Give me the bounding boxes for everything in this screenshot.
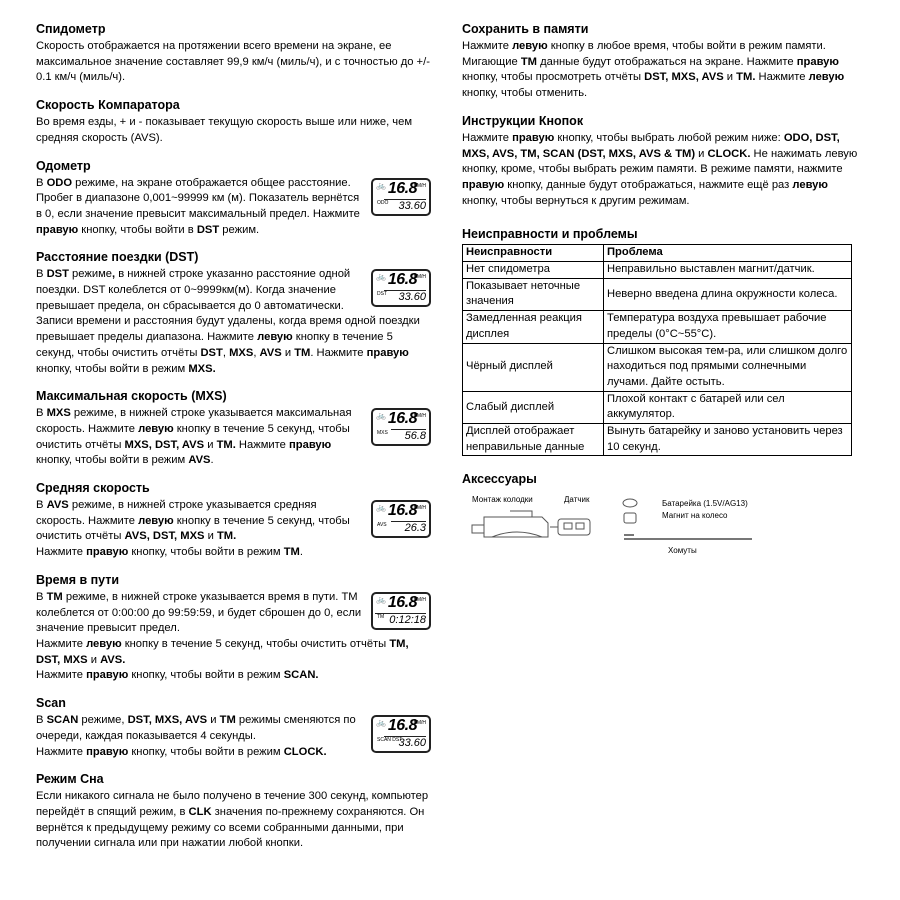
accessories-drawing (462, 489, 862, 569)
comparator-text: Во время езды, + и - показывает текущую скорость выше или ниже, чем средняя скорость (AVS). (36, 116, 413, 144)
section-dst (36, 250, 431, 377)
tm-title: Время в пути (36, 572, 120, 587)
section-accessories (462, 472, 862, 569)
table-row (463, 343, 852, 391)
lcd-speed: 16.8 (387, 593, 417, 611)
table-row (463, 391, 852, 423)
speedometer-title: Спидометр (36, 22, 106, 36)
lcd-speed: 16.8 (387, 179, 417, 197)
section-comparator (36, 98, 431, 146)
fault-cell: Нет спидометра (463, 262, 604, 279)
memory-text: Нажмите левую кнопку в любое время, чтобы войти в режим памяти. Мигающие TM данные будут отображаться на экране. Нажмите правую кнопку, чтобы просмотреть отчёты DST, MXS, AVS и TM. Нажмите левую кнопку, чтобы отменить. (462, 40, 845, 100)
lcd-speed: 16.8 (387, 717, 417, 735)
lcd-mode-label: ODO (377, 199, 389, 206)
table-row (463, 424, 852, 456)
bicycle-icon: 🚲 (376, 503, 386, 513)
battery-icon (623, 499, 637, 523)
buttons-title: Инструкции Кнопок (462, 113, 584, 128)
ties-label: Хомуты (668, 546, 697, 556)
dst-text: В DST режиме, в нижней строке указанно расстояние одной поездки. DST колеблется от 0~9999км(м). Когда значение превышает предела, он сбрасывается до 0 автоматически. Записи времени и расстояния будут удалены, когда время одной поездки превышает пределы диапазона. Нажмите левую кнопку в течение 5 секунд, чтобы очистить отчёты DST, MXS, AVS и TM. Нажмите правую кнопку, чтобы войти в режим MXS. (36, 268, 420, 375)
mxs-title: Максимальная скорость (MXS) (36, 389, 227, 404)
column-header: Проблема (604, 245, 852, 262)
dst-title: Расстояние поездки (DST) (36, 250, 199, 265)
odometer-text: В ODO режиме, на экране отображается общее расстояние. Пробег в диапазоне 0,001~99999 км (м). Показатель вернётся в 0, если значение превысит максимальный предел. Нажмите правую кнопку, чтобы войти в DST режим. (36, 176, 360, 236)
lcd-unit: KM/H (413, 720, 426, 727)
section-buttons (462, 114, 862, 210)
section-scan (36, 696, 431, 760)
right-column (462, 22, 862, 581)
bicycle-icon: 🚲 (376, 411, 386, 421)
problem-cell: Плохой контакт с батарей или сел аккумулятор. (604, 391, 852, 423)
left-column (36, 22, 431, 864)
avs-text: В AVS режиме, в нижней строке указывается средняя скорость. Нажмите левую кнопку в течение 5 секунд, чтобы очистить отчёты AVS, DST, MXS и TM. Нажмите правую кнопку, чтобы войти в режим TM. (36, 499, 350, 559)
problem-cell: Неправильно выставлен магнит/датчик. (604, 262, 852, 279)
lcd-unit: KM/H (413, 596, 426, 603)
section-mxs (36, 389, 431, 469)
mxs-text: В MXS режиме, в нижней строке указывается максимальная скорость. Нажмите левую кнопку в течение 5 секунд, чтобы очистить отчёты MXS, DST, AVS и TM. Нажмите правую кнопку, чтобы войти в режим AVS. (36, 407, 352, 467)
bicycle-icon: 🚲 (376, 594, 386, 604)
fault-cell: Замедленная реакция дисплея (463, 311, 604, 343)
section-speedometer (36, 22, 431, 86)
faults-table (462, 244, 852, 456)
sleep-text: Если никакого сигнала не было получено в течение 300 секунд, компьютер перейдёт в спящий режим, в CLK значения по-прежнему сохраняются. Он вернётся к предыдущему режиму со всеми собранными данными, при получении сигнала или при нажатии любой кнопки. (36, 790, 429, 850)
speedometer-text: Скорость отображается на протяжении всего времени на экране, ее максимальное значение составляет 99,9 км/ч (миль/ч), и с точностью до +/- 0.1 км/ч (миль/ч). (36, 40, 430, 84)
mount-label: Монтаж колодки (472, 495, 533, 505)
section-odometer (36, 159, 431, 239)
accessories-title: Аксессуары (462, 472, 537, 487)
avs-title: Средняя скорость (36, 481, 150, 496)
problem-cell: Неверно введена длина окружности колеса. (604, 278, 852, 310)
lcd-value: 56.8 (391, 429, 426, 442)
lcd-unit: KM/H (413, 274, 426, 281)
table-row (463, 311, 852, 343)
accessories-figure (462, 489, 862, 569)
lcd-speed: 16.8 (387, 271, 417, 289)
lcd-value: 26.3 (391, 521, 426, 534)
lcd-mode-label: TM (377, 613, 385, 620)
fault-cell: Показывает неточные значения (463, 278, 604, 310)
fault-cell: Чёрный дисплей (463, 343, 604, 391)
column-header: Неисправности (463, 245, 604, 262)
section-memory (462, 22, 862, 102)
lcd-mode-label: MXS (377, 430, 388, 437)
comparator-title: Скорость Компаратора (36, 98, 180, 113)
lcd-display-mxs (371, 408, 431, 446)
lcd-mode-label: SCAN DST (377, 737, 403, 744)
lcd-value: 0:12:18 (375, 613, 426, 626)
faults-title: Неисправности и проблемы (462, 227, 638, 242)
lcd-value: 33.60 (384, 199, 426, 212)
lcd-mode-label: AVS (377, 522, 387, 529)
lcd-speed: 16.8 (387, 502, 417, 520)
lcd-display-scan (371, 715, 431, 753)
sensor-icon (550, 519, 590, 535)
odometer-title: Одометр (36, 158, 91, 173)
section-tm (36, 573, 431, 684)
table-row (463, 278, 852, 310)
problem-cell: Вынуть батарейку и заново установить через 10 секунд. (604, 424, 852, 456)
mount-bracket-icon (472, 511, 548, 537)
lcd-unit: KM/H (413, 413, 426, 420)
table-header-row (463, 245, 852, 262)
sleep-title: Режим Сна (36, 772, 104, 787)
scan-title: Scan (36, 696, 66, 711)
lcd-display-odo (371, 178, 431, 216)
lcd-display-tm (371, 592, 431, 630)
fault-cell: Дисплей отображает неправильные данные (463, 424, 604, 456)
lcd-value: 33.60 (384, 736, 426, 749)
magnet-label: Магнит на колесо (662, 511, 728, 521)
table-row (463, 262, 852, 279)
section-faults (462, 227, 862, 456)
lcd-display-avs (371, 500, 431, 538)
battery-label: Батарейка (1.5V/AG13) (662, 499, 748, 509)
bicycle-icon: 🚲 (376, 180, 386, 190)
buttons-text: Нажмите правую кнопку, чтобы выбрать любой режим ниже: ODO, DST, MXS, AVS, TM, SCAN (DST, MXS, AVS & TM) и CLOCK. Не нажимать левую кнопку, кроме, чтобы выбрать режим памяти. В режиме памяти, нажмите правую кнопку, данные будут отображаться, нажмите ещё раз левую кнопку, чтобы вернуться к другим режимам. (462, 131, 858, 207)
tm-text: В TM режиме, в нижней строке указывается время в пути. TM колеблется от 0:00:00 до 99:59:59, и будет сброшен до 0, если значение превысит предел. Нажмите левую кнопку в течение 5 секунд, чтобы очистить отчёты TM, DST, MXS и AVS. Нажмите правую кнопку, чтобы войти в режим SCAN. (36, 590, 409, 682)
section-sleep (36, 772, 431, 852)
lcd-display-dst (371, 269, 431, 307)
problem-cell: Температура воздуха превышает рабочие пределы (0°C~55°C). (604, 311, 852, 343)
lcd-unit: KM/H (413, 505, 426, 512)
cable-ties-icon (624, 535, 752, 539)
bicycle-icon: 🚲 (376, 272, 386, 282)
memory-title: Сохранить в памяти (462, 22, 589, 36)
fault-cell: Слабый дисплей (463, 391, 604, 423)
scan-text: В SCAN режиме, DST, MXS, AVS и TM режимы сменяются по очереди, каждая показывается 4 секунды. Нажмите правую кнопку, чтобы войти в режим CLOCK. (36, 714, 356, 758)
sensor-label: Датчик (564, 495, 590, 505)
lcd-mode-label: DST (377, 291, 387, 298)
bicycle-icon: 🚲 (376, 718, 386, 728)
lcd-speed: 16.8 (387, 410, 417, 428)
section-avs (36, 481, 431, 561)
lcd-unit: KM/H (413, 182, 426, 189)
lcd-value: 33.60 (384, 290, 426, 303)
problem-cell: Слишком высокая тем-ра, или слишком долго находиться под прямыми солнечными лучами. Дайте остыть. (604, 343, 852, 391)
